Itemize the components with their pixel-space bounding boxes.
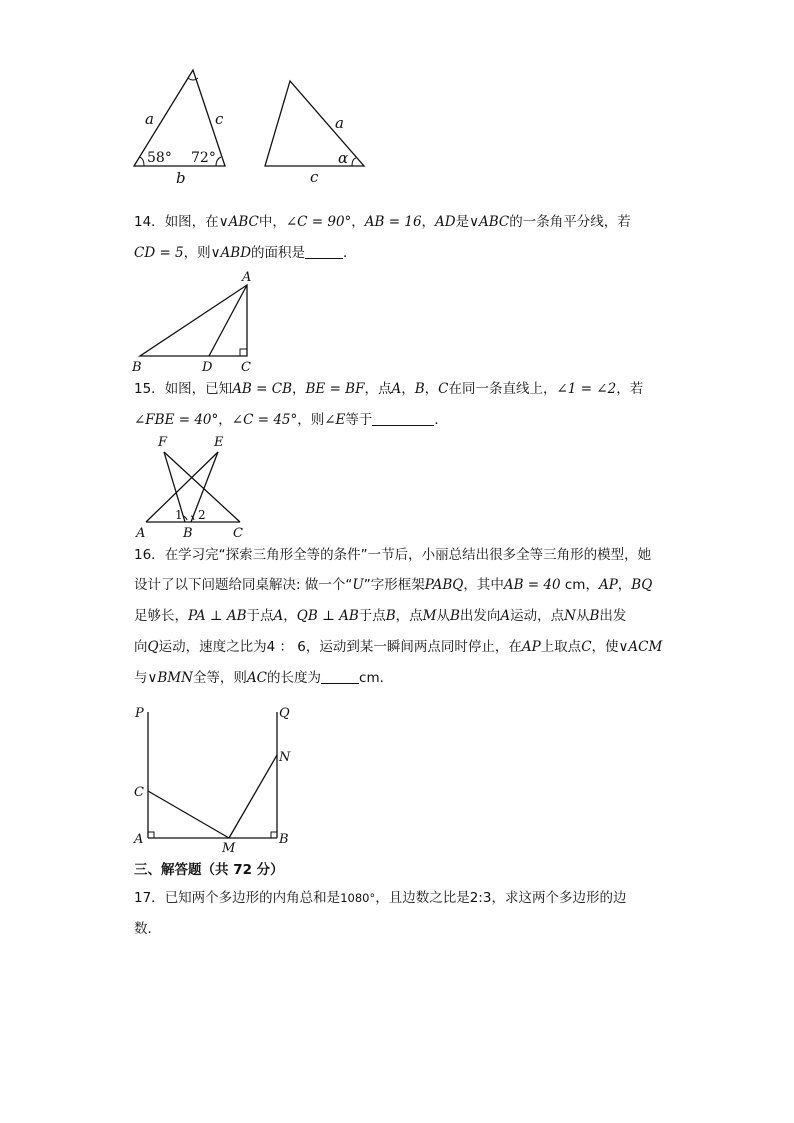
q16-text: ，其中 — [463, 577, 504, 593]
q15-text: 在同一条直线上， — [448, 381, 557, 397]
q16-sep: ， — [617, 577, 632, 593]
q16-text: 从 — [436, 608, 450, 624]
label-F: F — [158, 435, 168, 450]
q16-number: 16． — [134, 547, 165, 563]
q15-condition-fbe: ∠FBE = 40° — [134, 412, 219, 428]
q15-text: 如图，已知 — [164, 381, 233, 397]
label-angle-58: 58° — [147, 150, 172, 166]
segment-cm — [148, 791, 229, 838]
q16-segment-ac: AC — [246, 670, 268, 686]
label-D: D — [202, 360, 213, 375]
q16-line4 — [134, 637, 662, 657]
q17-line2 — [134, 919, 161, 939]
label-c-right: c — [310, 168, 319, 186]
q15-sep: ， — [292, 381, 306, 397]
label-P: P — [135, 706, 144, 721]
q14-text: 如图，在 — [164, 214, 219, 230]
q16-triangle-acm: ∨ACM — [618, 639, 663, 655]
q14-end: ． — [343, 245, 357, 261]
label-B: B — [183, 526, 193, 541]
label-a-right: a — [335, 114, 344, 132]
q16-text: 从 — [575, 608, 590, 624]
q16-text: ，使 — [591, 639, 619, 655]
q14-triangle-abd: ∨ABD — [210, 245, 252, 261]
figure-q16 — [128, 698, 298, 858]
q16-text: 与 — [134, 670, 148, 686]
q15-condition-be-bf: BE = BF — [305, 381, 365, 397]
q16-point: B — [589, 608, 600, 624]
q16-text: 于点 — [358, 608, 386, 624]
q16-u-letter: U — [352, 577, 364, 593]
segment-ad — [209, 285, 247, 356]
label-b-left: b — [176, 169, 186, 187]
q14-text: 的一条角平分线，若 — [509, 214, 631, 230]
q14-answer-blank[interactable] — [305, 244, 343, 259]
q16-point: B — [449, 608, 460, 624]
label-angle-72: 72° — [191, 150, 216, 166]
q15-text: ，若 — [616, 381, 644, 397]
q15-number: 15． — [134, 381, 165, 397]
label-c-left: c — [215, 110, 224, 128]
q16-text: ”字形框架 — [363, 577, 425, 593]
q16-sep: ， — [283, 608, 297, 624]
q16-text: 运动，速度之比为 — [158, 639, 267, 655]
q17-text: 数． — [134, 921, 161, 937]
q16-triangle-bmn: ∨BMN — [147, 670, 193, 686]
q17-text: ，且边数之比是 — [375, 890, 470, 906]
label-C: C — [241, 360, 251, 375]
q16-text: 足够长， — [134, 608, 188, 624]
q14-number: 14． — [134, 214, 165, 230]
q17-line1 — [134, 888, 626, 908]
section-title: 三、解答题（共 72 分） — [134, 862, 284, 878]
q16-line5 — [134, 668, 393, 688]
q17-text: 已知两个多边形的内角总和是 — [164, 890, 341, 906]
q16-text: 全等，则 — [192, 670, 247, 686]
q16-point: N — [564, 608, 576, 624]
left-bl-angle-arc — [139, 157, 144, 166]
q16-segment-bq: BQ — [631, 577, 653, 593]
figure-q13 — [120, 62, 380, 192]
q14-triangle-abc: ∨ABC — [469, 214, 510, 230]
q16-end: ． — [379, 670, 394, 686]
q16-point: A — [500, 608, 511, 624]
q14-text: 是 — [455, 214, 470, 230]
label-C: C — [134, 785, 144, 800]
label-A: A — [136, 526, 146, 541]
right-triangle — [265, 81, 364, 166]
label-E: E — [214, 435, 224, 450]
q16-line3 — [134, 606, 626, 626]
label-Q: Q — [279, 706, 290, 721]
q16-ratio: 4 ： 6 — [266, 639, 306, 655]
q15-condition-ab-cb: AB = CB — [232, 381, 293, 397]
figure-q14 — [128, 268, 268, 376]
label-B: B — [132, 360, 142, 375]
q16-point: B — [385, 608, 396, 624]
q15-text: 等于 — [345, 412, 373, 428]
q16-frame-pabq: PABQ — [424, 577, 464, 593]
q15-end: ． — [434, 412, 448, 428]
q16-perp-qb: QB ⊥ AB — [296, 608, 359, 624]
left-br-angle-arc — [216, 157, 221, 166]
q16-point: A — [273, 608, 284, 624]
q15-sep: ， — [401, 381, 415, 397]
q16-text: ，运动到某一瞬间两点同时停止，在 — [305, 639, 522, 655]
right-angle-mark-b — [271, 832, 277, 838]
label-alpha: α — [338, 149, 349, 167]
q17-ratio: 2:3 — [469, 890, 492, 906]
label-B: B — [279, 832, 289, 847]
label-A: A — [242, 270, 252, 285]
q16-point: Q — [147, 639, 159, 655]
q14-text: ，则 — [183, 245, 211, 261]
q16-point: C — [581, 639, 592, 655]
q14-condition-ab: AB = 16 — [364, 214, 422, 230]
q16-segment-ap: AP — [598, 577, 618, 593]
q14-condition-angle-c: ∠C = 90° — [285, 214, 352, 230]
q14-condition-cd: CD = 5 — [134, 245, 184, 261]
figure-q15 — [130, 431, 255, 541]
q16-text: 出发向 — [459, 608, 501, 624]
label-A: A — [134, 832, 144, 847]
label-2: 2 — [198, 508, 206, 522]
label-1: 1 — [175, 508, 183, 522]
q16-text: 设计了以下问题给同桌解决: 做一个“ — [134, 577, 353, 593]
right-angle-mark-c — [240, 349, 247, 356]
q15-line2 — [134, 410, 448, 430]
label-C: C — [233, 526, 243, 541]
label-a-left: a — [145, 110, 154, 128]
q16-perp-pa: PA ⊥ AB — [188, 608, 247, 624]
q15-text: ，则 — [297, 412, 325, 428]
q16-line2 — [134, 575, 652, 595]
q16-answer-blank[interactable] — [321, 669, 359, 684]
q15-sep: ， — [218, 412, 232, 428]
q15-text: ，点 — [364, 381, 392, 397]
q16-text: 上取点 — [540, 639, 582, 655]
q16-text: 向 — [134, 639, 148, 655]
triangle-abc — [140, 285, 247, 356]
q16-condition-ab: AB = 40 — [503, 577, 561, 593]
q16-text: 出发 — [599, 608, 627, 624]
q15-point-b: B — [414, 381, 425, 397]
q17-number: 17． — [134, 890, 165, 906]
q16-text: 的长度为 — [267, 670, 322, 686]
q14-line2 — [134, 243, 357, 263]
q15-line1 — [134, 379, 643, 399]
q15-condition-c: ∠C = 45° — [231, 412, 298, 428]
q16-unit: cm — [564, 577, 586, 593]
q16-text: ，点 — [395, 608, 423, 624]
q17-text: ，求这两个多边形的边 — [491, 890, 627, 906]
right-alpha-arc — [352, 158, 356, 166]
segment-mn — [229, 755, 277, 838]
q17-sum: 1080° — [340, 891, 376, 905]
q14-sep: ， — [351, 214, 365, 230]
q14-text: 中， — [258, 214, 286, 230]
q14-triangle-abc: ∨ABC — [218, 214, 259, 230]
q15-angle-e: ∠E — [324, 412, 346, 428]
q15-point-a: A — [391, 381, 402, 397]
label-M: M — [222, 841, 236, 856]
q16-text: 于点 — [246, 608, 274, 624]
q14-text: 的面积是 — [251, 245, 306, 261]
q15-condition-angles: ∠1 = ∠2 — [556, 381, 617, 397]
q16-text: 运动，点 — [510, 608, 565, 624]
q14-sep: ， — [421, 214, 436, 230]
right-angle-mark-a — [148, 832, 154, 838]
q15-answer-blank[interactable] — [372, 411, 434, 426]
q14-segment-ad: AD — [435, 214, 456, 230]
q16-line1 — [134, 545, 651, 565]
q15-sep: ， — [424, 381, 439, 397]
q16-sep: ， — [585, 577, 599, 593]
label-N: N — [279, 750, 291, 765]
q16-point: M — [422, 608, 437, 624]
q15-point-c: C — [438, 381, 449, 397]
q14-line1 — [134, 212, 631, 232]
q16-text: 在学习完“探索三角形全等的条件”一节后，小丽总结出很多全等三角形的模型，她 — [164, 547, 652, 563]
q16-unit: cm — [359, 670, 380, 686]
q16-segment-ap: AP — [521, 639, 541, 655]
